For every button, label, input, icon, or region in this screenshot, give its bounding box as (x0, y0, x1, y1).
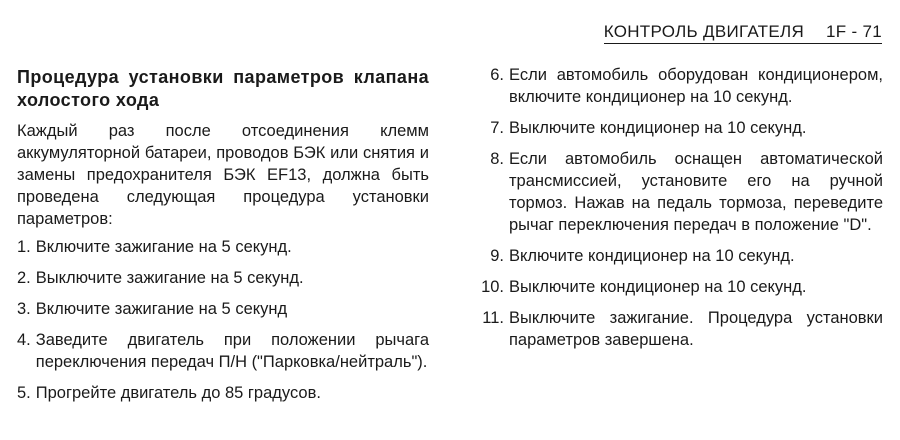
step-text: Включите зажигание на 5 секунд (35, 300, 288, 318)
step-number: 9. (490, 247, 504, 265)
header-title: КОНТРОЛЬ ДВИГАТЕЛЯ (603, 22, 805, 41)
step-number: 4. (17, 331, 31, 349)
intro-paragraph: Каждый раз после отсоединения клемм аккумуляторной батареи, проводов БЭК или снятия и замены предохранителя БЭК EF13, должна быть проведена следующая процедура установки параметров: (17, 122, 429, 228)
step-number: 11. (482, 309, 504, 327)
step-number: 10. (481, 278, 504, 296)
list-item (17, 329, 429, 373)
step-text: Выключите кондиционер на 10 секунд. (509, 119, 807, 137)
step-text: Выключите кондиционер на 10 секунд. (509, 278, 807, 296)
page-header (604, 22, 882, 44)
step-text: Заведите двигатель при положении рычага переключения передач П/Н ("Парковка/нейтраль"). (35, 331, 429, 371)
step-text: Если автомобиль оборудован кондиционером, включите кондиционер на 10 секунд. (509, 66, 883, 106)
list-item (17, 236, 429, 258)
list-item (478, 117, 883, 139)
list-item (17, 267, 429, 289)
list-item (17, 298, 429, 320)
step-text: Выключите зажигание на 5 секунд. (35, 269, 304, 287)
step-number: 7. (490, 119, 504, 137)
page-number: 1F - 71 (826, 22, 882, 41)
right-column (478, 64, 883, 360)
list-item (478, 276, 883, 298)
step-text: Прогрейте двигатель до 85 градусов. (35, 384, 321, 402)
left-column (17, 66, 429, 413)
list-item (17, 382, 429, 404)
step-number: 6. (490, 66, 504, 84)
step-number: 1. (17, 238, 31, 256)
step-number: 8. (490, 150, 504, 168)
step-number: 3. (17, 300, 31, 318)
list-item (478, 245, 883, 267)
step-text: Если автомобиль оснащен автоматической трансмиссией, установите его на ручной тормоз. Нажав на педаль тормоза, переведите рычаг переключения передач в положение "D". (509, 150, 883, 234)
step-number: 5. (17, 384, 31, 402)
steps-list-right (478, 64, 883, 351)
step-text: Включите зажигание на 5 секунд. (35, 238, 292, 256)
section-title: Процедура установки параметров клапана холостого хода (17, 67, 429, 110)
step-text: Включите кондиционер на 10 секунд. (509, 247, 795, 265)
step-text: Выключите зажигание. Процедура установки параметров завершена. (509, 309, 883, 349)
list-item (478, 148, 883, 236)
list-item (478, 64, 883, 108)
list-item (478, 307, 883, 351)
steps-list-left (17, 236, 429, 404)
step-number: 2. (17, 269, 31, 287)
